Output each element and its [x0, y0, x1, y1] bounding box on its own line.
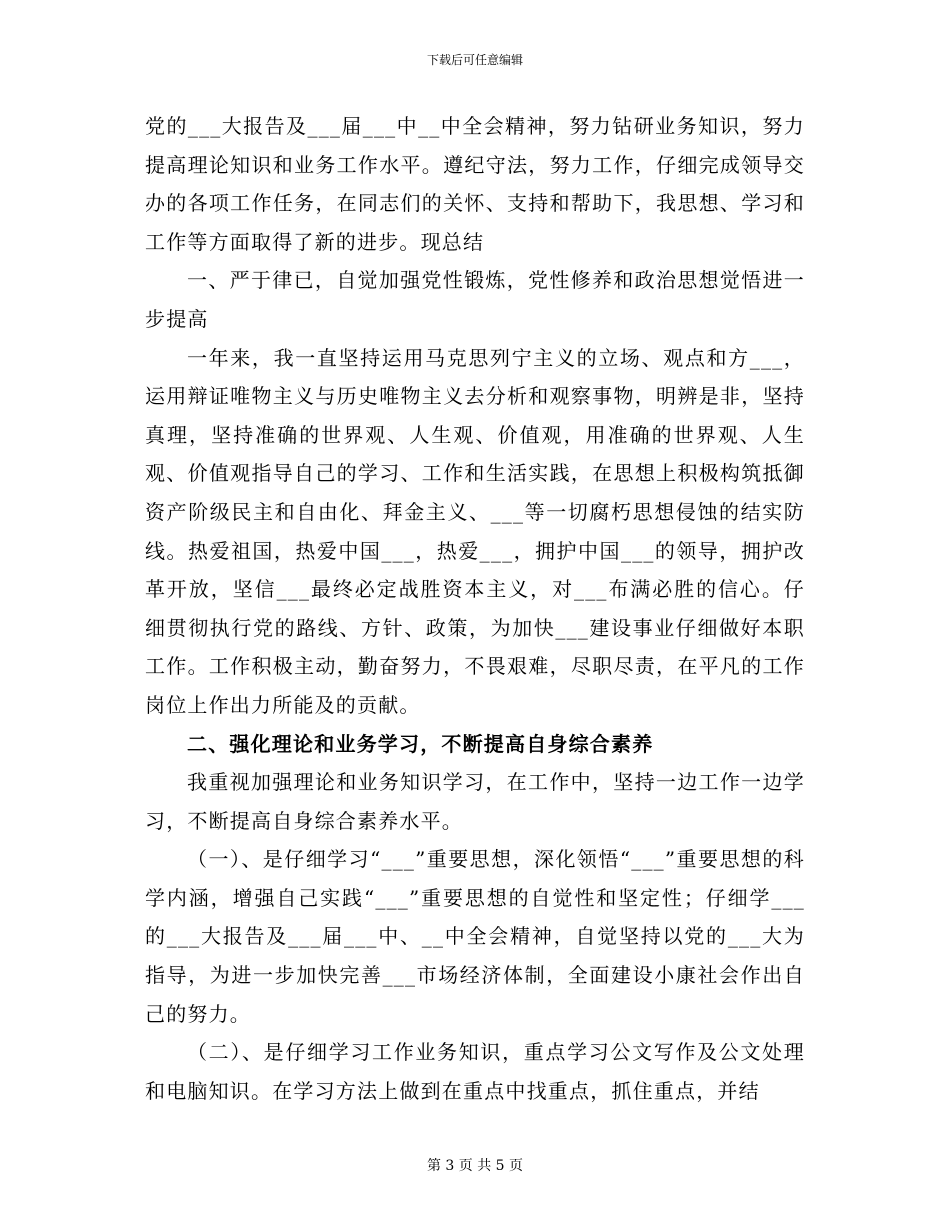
paragraph-1: 党的___大报告及___届___中__中全会精神，努力钻研业务知识，努力提高理论知识和业务工作水平。遵纪守法，努力工作，仔细完成领导交办的各项工作任务，在同志们的关怀、支持和帮助下，我思想、学习和工作等方面取得了新的进步。现总结: [145, 114, 805, 254]
page-header: 下载后可任意编辑: [426, 53, 523, 67]
document-body: [145, 107, 805, 1110]
section-heading-1: 一、严于律已，自觉加强党性锻炼，党性修养和政治思想觉悟进一步提高: [145, 268, 805, 331]
paragraph-4: （一）、是仔细学习“___”重要思想，深化领悟“___”重要思想的科学内涵，增强自己实践“___”重要思想的自觉性和坚定性；仔细学___的___大报告及___届___中、__中全会精神，自觉坚持以党的___大为指导，为进一步加快完善___市场经济体制，全面建设小康社会作出自己的努力。: [145, 847, 805, 1026]
section-heading-2: 二、强化理论和业务学习，不断提高自身综合素养: [187, 731, 654, 756]
paragraph-3: 我重视加强理论和业务知识学习，在工作中，坚持一边工作一边学习，不断提高自身综合素养水平。: [145, 770, 805, 833]
paragraph-2: 一年来，我一直坚持运用马克思列宁主义的立场、观点和方___，运用辩证唯物主义与历史唯物主义去分析和观察事物，明辨是非，坚持真理，坚持准确的世界观、人生观、价值观，用准确的世界观、人生观、价值观指导自己的学习、工作和生活实践，在思想上积极构筑抵御资产阶级民主和自由化、拜金主义、___等一切腐朽思想侵蚀的结实防线。热爱祖国，热爱中国___，热爱___，拥护中国___的领导，拥护改革开放，坚信___最终必定战胜资本主义，对___布满必胜的信心。仔细贯彻执行党的路线、方针、政策，为加快___建设事业仔细做好本职工作。工作积极主动，勤奋努力，不畏艰难，尽职尽责，在平凡的工作岗位上作出力所能及的贡献。: [145, 345, 805, 717]
page-footer: 第 3 页 共 5 页: [426, 1158, 524, 1174]
paragraph-5: （二）、是仔细学习工作业务知识，重点学习公文写作及公文处理和电脑知识。在学习方法上做到在重点中找重点，抓住重点，并结: [145, 1040, 805, 1103]
